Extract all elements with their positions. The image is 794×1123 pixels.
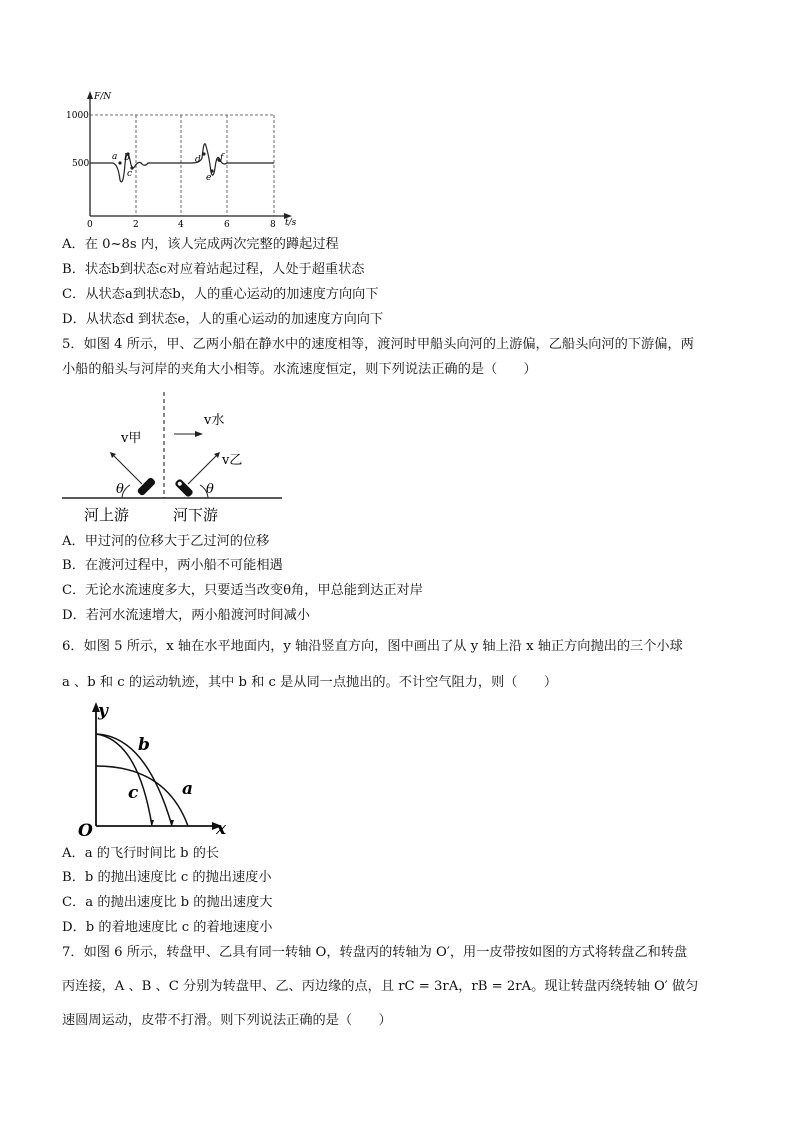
q4-option-b: B．状态b到状态c对应着站起过程，人处于超重状态 — [62, 262, 365, 277]
q6-option-a: A．a 的飞行时间比 b 的长 — [62, 846, 220, 861]
label-v-jia: v甲 — [121, 431, 142, 446]
q5-option-c: C．无论水流速度多大，只要适当改变θ角，甲总能到达正对岸 — [62, 583, 423, 598]
q7-line3: 速圆周运动，皮带不打滑。则下列说法正确的是（ ） — [62, 1013, 392, 1028]
ytick-1000: 1000 — [66, 111, 89, 121]
q6-option-c: C．a 的抛出速度比 b 的抛出速度大 — [62, 895, 273, 910]
q7-line2: 丙连接，A 、B 、C 分别为转盘甲、乙、丙边缘的点，且 rC = 3rA，rB = 2rA。现让转盘丙绕转轴 O′ 做匀 — [62, 979, 699, 994]
xtick-6: 6 — [224, 220, 230, 230]
q4-option-a: A．在 0~8s 内，该人完成两次完整的蹲起过程 — [62, 237, 339, 252]
q6-stem-line1: 6．如图 5 所示，x 轴在水平地面内，y 轴沿竖直方向，图中画出了从 y 轴上沿 x 轴正方向抛出的三个小球 — [62, 639, 683, 654]
label-upstream: 河上游 — [84, 506, 130, 524]
label-theta-right: θ — [206, 482, 214, 497]
point-a: a — [112, 152, 118, 162]
q5-stem-line2: 小船的船头与河岸的夹角大小相等。水流速度恒定，则下列说法正确的是（ ） — [62, 362, 537, 377]
point-f: f — [220, 153, 224, 163]
point-b: b — [124, 153, 130, 163]
q6-option-d: D．b 的着地速度比 c 的着地速度小 — [62, 920, 273, 935]
xtick-8: 8 — [270, 220, 276, 230]
graph-y-label: F/N — [94, 92, 112, 102]
label-c: c — [128, 783, 139, 803]
q5-option-b: B．在渡河过程中，两小船不可能相遇 — [62, 558, 283, 573]
q5-stem-line1: 5．如图 4 所示，甲、乙两小船在静水中的速度相等，渡河时甲船头向河的上游偏，乙船头向河的下游偏，两 — [62, 337, 694, 352]
point-e: e — [206, 173, 212, 183]
xtick-0: 0 — [87, 220, 93, 230]
xtick-4: 4 — [178, 220, 184, 230]
q6-stem-line2: a 、b 和 c 的运动轨迹，其中 b 和 c 是从同一点抛出的。不计空气阻力，则（ ） — [62, 675, 558, 690]
label-y: y — [98, 701, 108, 721]
ytick-500: 500 — [72, 159, 90, 169]
label-x: x — [216, 819, 227, 839]
label-v-yi: v乙 — [222, 453, 243, 468]
projectile-figure — [76, 700, 236, 840]
point-c: c — [127, 169, 133, 179]
point-d: d — [195, 155, 201, 165]
river-boats-figure — [60, 390, 290, 525]
force-time-graph — [66, 88, 312, 230]
q5-option-d: D．若河水流速增大，两小船渡河时间减小 — [62, 608, 310, 623]
label-theta-left: θ — [116, 482, 124, 497]
label-downstream: 河下游 — [173, 506, 219, 524]
label-origin: O — [78, 821, 93, 841]
graph-x-label: t/s — [285, 218, 297, 228]
q4-option-d: D．从状态d 到状态e，人的重心运动的加速度方向向下 — [62, 312, 384, 327]
q4-option-c: C．从状态a到状态b，人的重心运动的加速度方向向下 — [62, 287, 379, 302]
label-v-water: v水 — [204, 413, 225, 428]
xtick-2: 2 — [133, 220, 139, 230]
label-b: b — [138, 735, 150, 755]
q7-line1: 7．如图 6 所示，转盘甲、乙具有同一转轴 O，转盘丙的转轴为 O′，用一皮带按如图的方式将转盘乙和转盘 — [62, 945, 688, 960]
q6-option-b: B．b 的抛出速度比 c 的抛出速度小 — [62, 870, 272, 885]
label-a: a — [182, 779, 194, 799]
q5-option-a: A．甲过河的位移大于乙过河的位移 — [62, 534, 270, 549]
